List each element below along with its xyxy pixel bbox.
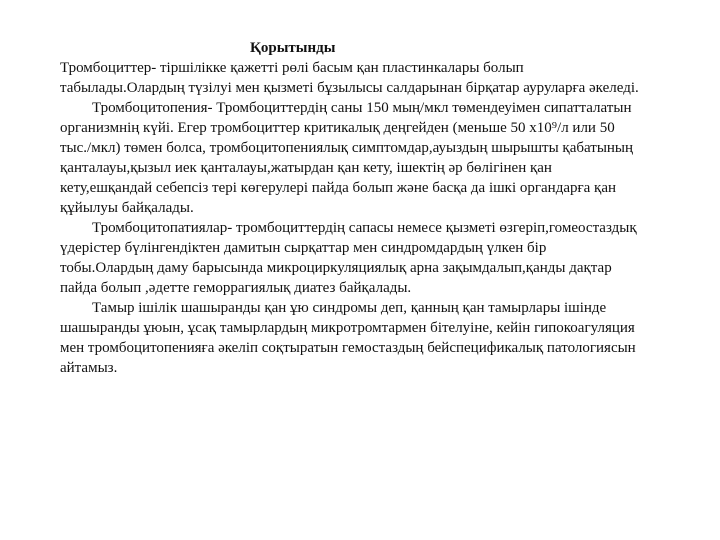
text-body (60, 38, 640, 378)
paragraph-platelets: Тромбоциттер- тіршілікке қажетті рөлі басым қан пластинкалары болып табылады.Олардың түзілуі мен қызметі бұзылысы салдарынан бірқатар ауруларға әкеледі. (60, 60, 639, 96)
paragraph-thrombocytopathies: Тромбоцитопатиялар- тромбоциттердің сапасы немесе қызметі өзгеріп,гомеостаздық үдерістер бүлінгендіктен дамитын сырқаттар мен синдромдардың үлкен бір тобы.Олардың даму барысында микроциркуляциялық арна зақымдалып,қанды дақтар пайда болып ,әдетте геморрагиялық диатез байқалады. (60, 220, 637, 296)
paragraph-thrombocytopenia: Тромбоцитопения- Тромбоциттердің саны 150 мың/мкл төмендеуімен сипатталатын организмнің күйі. Егер тромбоциттер критикалық деңгейден (меньше 50 х10⁹/л или 50 тыс./мкл) төмен болса, тромбоцитопениялық симптомдар,ауыздың шырышты қабатының қанталауы,қызыл иек қанталауы,жатырдан қан кету, ішектің әр бөлігінен қан кету,ешқандай себепсіз тері көгерулері пайда болып және басқа да ішкі органдарға қан құйылуы байқалады. (60, 100, 634, 216)
paragraph-dic-syndrome: Тамыр ішілік шашыранды қан ұю синдромы деп, қанның қан тамырлары ішінде шашыранды ұюын, ұсақ тамырлардың микротромтармен бітелуіне, кейін гипокоагуляция мен тромбоцитопенияға әкеліп соқтыратын гемостаздың бейспецификалық патологиясын айтамыз. (60, 300, 636, 376)
page-title: Қорытынды (250, 40, 336, 56)
